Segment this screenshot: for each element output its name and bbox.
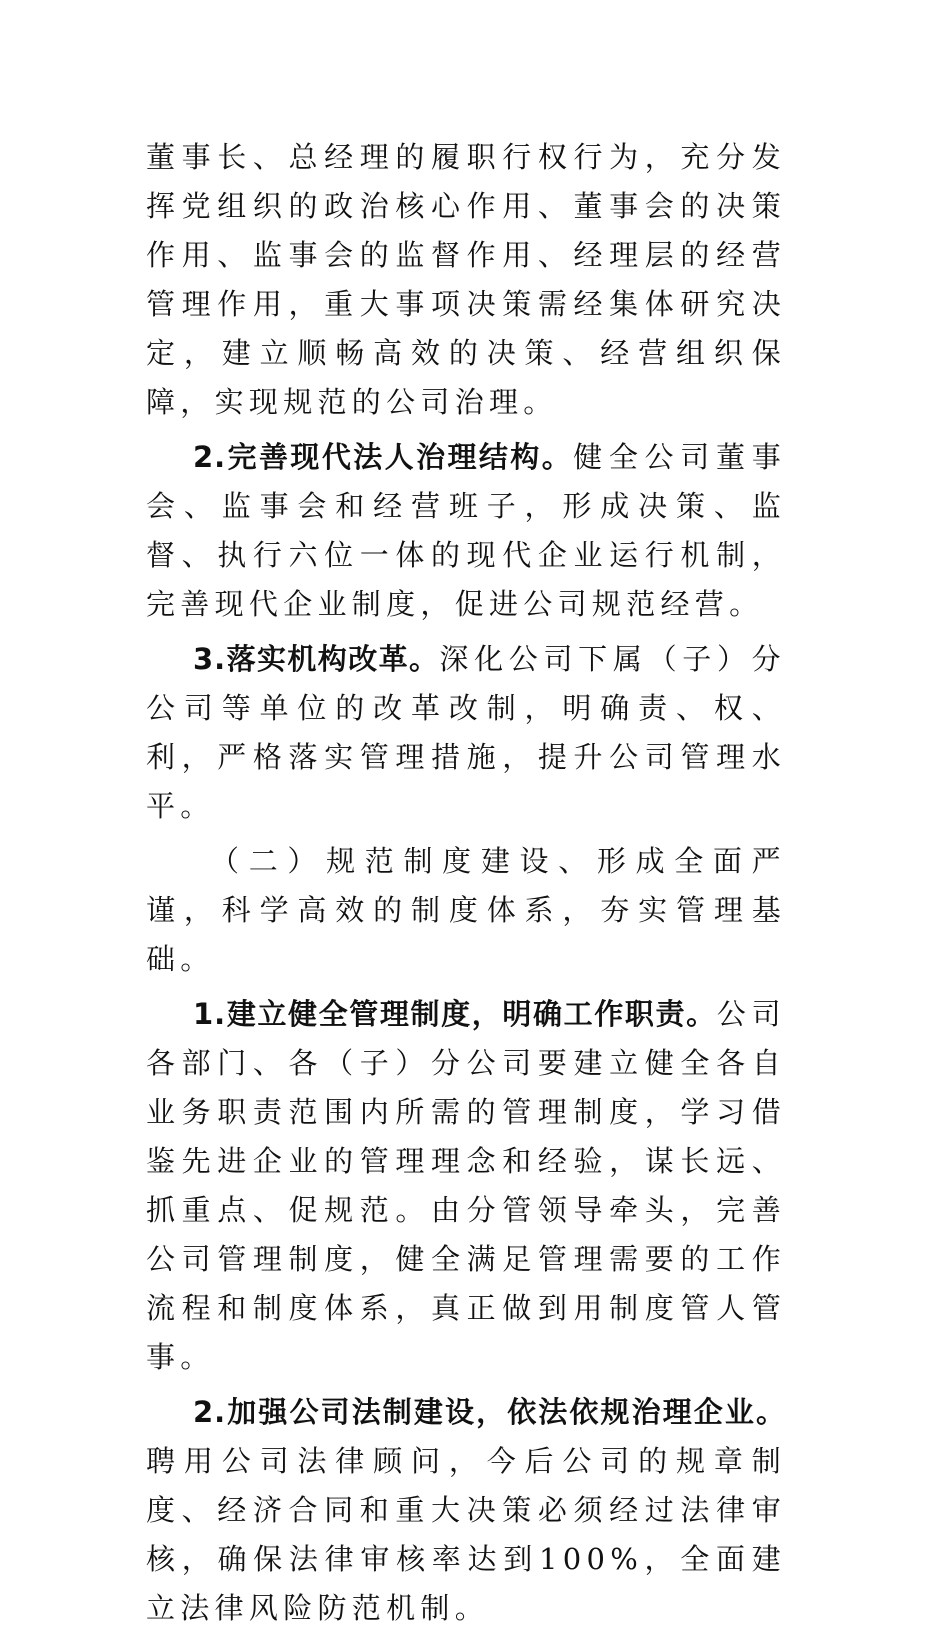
document-page: [146, 133, 786, 1633]
paragraph-heading: 2.完善现代法人治理结构。: [193, 440, 574, 474]
paragraph-item-2-structure: [146, 433, 786, 629]
paragraph-text: 健全公司董事会、监事会和经营班子，形成决策、监督、执行六位一体的现代企业运行机制，完善现代企业制度，促进公司规范经营。: [146, 440, 786, 621]
paragraph-item-1-system: [146, 990, 786, 1382]
paragraph-heading: 2.加强公司法制建设，依法依规治理企业。: [193, 1395, 786, 1429]
paragraph-item-2-legal: [146, 1388, 786, 1633]
paragraph-text: 董事长、总经理的履职行权行为，充分发挥党组织的政治核心作用、董事会的决策作用、监事会的监督作用、经理层的经营管理作用，重大事项决策需经集体研究决定，建立顺畅高效的决策、经营组织保障，实现规范的公司治理。: [146, 140, 786, 419]
paragraph-continuation: [146, 133, 786, 427]
paragraph-item-3-reform: [146, 635, 786, 831]
section-heading-text: （二）规范制度建设、形成全面严谨，科学高效的制度体系，夯实管理基础。: [146, 844, 786, 976]
paragraph-text: 聘用公司法律顾问，今后公司的规章制度、经济合同和重大决策必须经过法律审核，确保法律审核率达到100%，全面建立法律风险防范机制。: [146, 1444, 786, 1625]
paragraph-text: 公司各部门、各（子）分公司要建立健全各自业务职责范围内所需的管理制度，学习借鉴先进企业的管理理念和经验，谋长远、抓重点、促规范。由分管领导牵头，完善公司管理制度，健全满足管理需要的工作流程和制度体系，真正做到用制度管人管事。: [146, 997, 786, 1374]
paragraph-heading: 1.建立健全管理制度，明确工作职责。: [193, 997, 717, 1031]
paragraph-section-2: [146, 837, 786, 984]
paragraph-text: 深化公司下属（子）分公司等单位的改革改制，明确责、权、利，严格落实管理措施，提升公司管理水平。: [146, 642, 786, 823]
paragraph-heading: 3.落实机构改革。: [193, 642, 440, 676]
